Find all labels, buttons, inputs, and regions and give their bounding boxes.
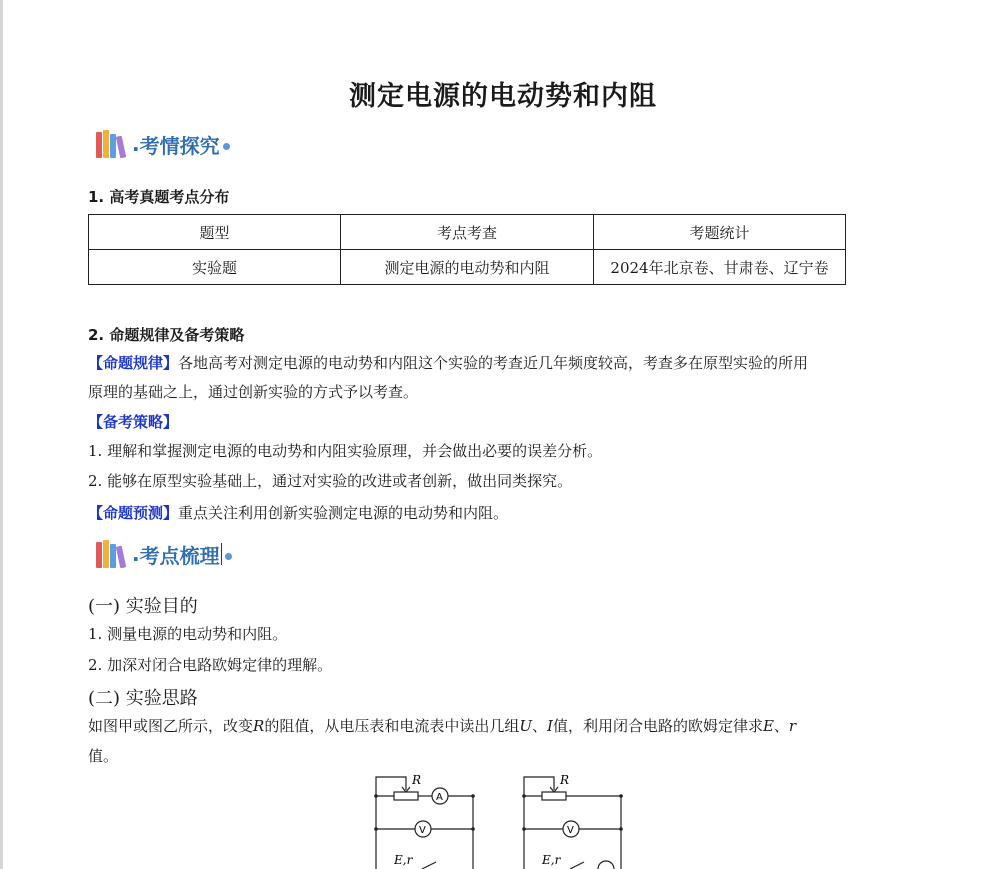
resistor-label: R bbox=[412, 773, 422, 787]
table-row bbox=[89, 250, 846, 285]
rule-text: 各地高考对测定电源的电动势和内阻这个实验的考查近几年频度较高，考查多在原型实验的所用 bbox=[178, 354, 809, 372]
page-edge bbox=[0, 0, 3, 869]
purpose-item: 1. 测量电源的电动势和内阻。 bbox=[88, 625, 288, 643]
table-cell: 2024年北京卷、甘肃卷、辽宁卷 bbox=[594, 250, 846, 285]
strategy-item: 1. 理解和掌握测定电源的电动势和内阻实验原理，并会做出必要的误差分析。 bbox=[88, 442, 603, 460]
table-header-row bbox=[89, 215, 846, 250]
strategy-tag-line bbox=[88, 411, 178, 433]
idea-paragraph: 如图甲或图乙所示，改变R的阻值，从电压表和电流表中读出几组U、I值，利用闭合电路的欧姆定律求E、r 值。 bbox=[88, 717, 797, 765]
voltmeter-icon: V bbox=[419, 825, 426, 836]
source-label: E,r bbox=[542, 853, 561, 867]
table-header-cell: 考题统计 bbox=[594, 215, 846, 250]
forecast-text: 重点关注利用创新实验测定电源的电动势和内阻。 bbox=[178, 504, 509, 522]
table-cell: 测定电源的电动势和内阻 bbox=[341, 250, 594, 285]
text-cursor bbox=[221, 543, 222, 565]
section-heading: 1. 高考真题考点分布 bbox=[88, 188, 230, 206]
table-header-cell: 考点考查 bbox=[341, 215, 594, 250]
forecast-paragraph bbox=[88, 502, 508, 524]
dot-icon bbox=[223, 143, 230, 150]
strategy-tag: 【备考策略】 bbox=[88, 413, 179, 431]
rule-tag: 【命题规律】 bbox=[88, 354, 179, 372]
section-banner-key-points: . 考点梳理 bbox=[94, 538, 232, 570]
source-label: E,r bbox=[394, 853, 413, 867]
section-banner-label: 考情探究 bbox=[139, 133, 220, 158]
voltmeter-icon: V bbox=[567, 825, 574, 836]
section-banner-exam-analysis: . 考情探究 bbox=[94, 128, 230, 160]
books-icon bbox=[94, 128, 128, 160]
subsection-title: (一) 实验目的 bbox=[88, 596, 198, 617]
rule-paragraph-cont: 原理的基础之上，通过创新实验的方式予以考查。 bbox=[88, 383, 419, 401]
section-banner-label: 考点梳理 bbox=[139, 543, 220, 568]
rule-paragraph bbox=[88, 352, 808, 374]
dot-icon bbox=[225, 553, 232, 560]
exam-table bbox=[88, 214, 846, 285]
purpose-item: 2. 加深对闭合电路欧姆定律的理解。 bbox=[88, 656, 333, 674]
forecast-tag: 【命题预测】 bbox=[88, 504, 179, 522]
ammeter-icon: A bbox=[436, 792, 443, 803]
subsection-title: (二) 实验思路 bbox=[88, 688, 198, 709]
resistor-label: R bbox=[560, 773, 570, 787]
page-title: 测定电源的电动势和内阻 bbox=[349, 81, 657, 112]
table-header-cell: 题型 bbox=[89, 215, 341, 250]
section-heading: 2. 命题规律及备考策略 bbox=[88, 326, 245, 344]
table-cell: 实验题 bbox=[89, 250, 341, 285]
strategy-item: 2. 能够在原型实验基础上，通过对实验的改进或者创新，做出同类探究。 bbox=[88, 472, 573, 490]
books-icon bbox=[94, 538, 128, 570]
circuit-diagram-a bbox=[370, 770, 480, 869]
circuit-diagram-b bbox=[518, 770, 628, 869]
